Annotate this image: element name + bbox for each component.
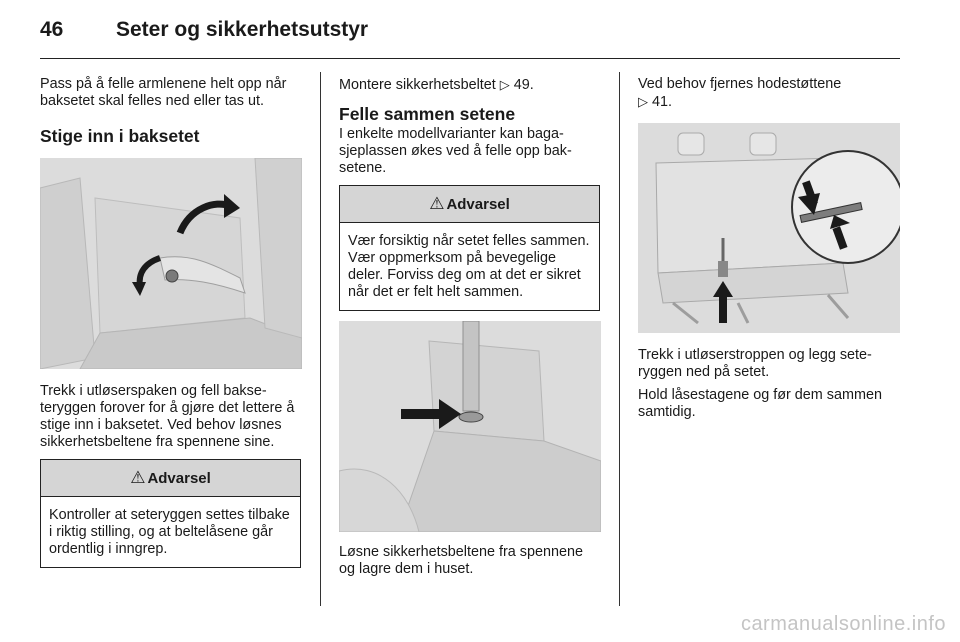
column-divider — [619, 72, 620, 606]
seatbelt-stow-illustration — [339, 321, 601, 532]
figure-seatbelt-stow — [339, 321, 601, 532]
watermark: carmanualsonline.info — [740, 613, 946, 635]
page-reference-arrow-icon: ▷ — [499, 77, 510, 92]
reference-page: 41. — [652, 94, 673, 110]
reference-page: 49. — [513, 77, 534, 93]
fold-intro: I enkelte modellvarianter kan bagasjeplassen økes ved å felle opp baksetene. — [339, 126, 572, 176]
warning-text: Kontroller at seteryggen settes tilbake i riktig stilling, og at beltelåsene går ordentlig i inngrep. — [49, 507, 290, 557]
entry-instructions: Trekk i utløserspaken og fell bakseteryggen forover for å gjøre det lettere å stige inn i baksetet. Ved behov løsnes sikkerhetsbeltene fra spennene sine. — [40, 383, 295, 450]
reference-text: Ved behov fjernes hodestøttene — [638, 76, 842, 92]
warning-header — [340, 186, 599, 223]
reference-text: Montere sikkerhetsbeltet — [339, 77, 496, 93]
column-1 — [40, 76, 302, 568]
section-title-entry: Stige inn i baksetet — [40, 126, 200, 146]
warning-triangle-icon: ⚠ — [130, 468, 146, 487]
reference-headrest — [638, 76, 900, 111]
stow-caption: Løsne sikkerhetsbeltene fra spennene og lagre dem i huset. — [339, 544, 583, 577]
warning-title: Advarsel — [446, 196, 510, 213]
column-3 — [638, 76, 900, 427]
lock-caption: Hold låsestagene og før dem sammen samtidig. — [638, 387, 882, 420]
chapter-title: Seter og sikkerhetsutstyr — [116, 18, 369, 41]
seat-entry-illustration — [40, 158, 302, 369]
release-caption: Trekk i utløserstroppen og legg seteryggen ned på setet. — [638, 347, 872, 380]
warning-triangle-icon: ⚠ — [429, 194, 445, 213]
warning-box-folding — [339, 185, 600, 311]
warning-text: Vær forsiktig når setet felles sammen. Vær oppmerksom på bevegelige deler. Forviss deg om at det er sikret når det er felt helt sammen. — [348, 233, 590, 300]
section-title-fold: Felle sammen setene — [339, 104, 516, 124]
seat-release-illustration — [638, 123, 900, 333]
reference-seatbelt — [339, 76, 601, 94]
intro-paragraph: Pass på å felle armlenene helt opp når baksetet skal felles ned eller tas ut. — [40, 76, 287, 109]
page-header — [40, 18, 900, 59]
page-reference-arrow-icon: ▷ — [638, 94, 648, 109]
column-divider — [320, 72, 321, 606]
figure-seat-release — [638, 123, 900, 333]
page-number: 46 — [40, 18, 64, 41]
warning-box-seatback — [40, 459, 301, 568]
warning-header — [41, 460, 300, 497]
warning-title: Advarsel — [147, 470, 211, 487]
column-2 — [339, 76, 601, 584]
figure-rear-seat-entry — [40, 158, 302, 369]
